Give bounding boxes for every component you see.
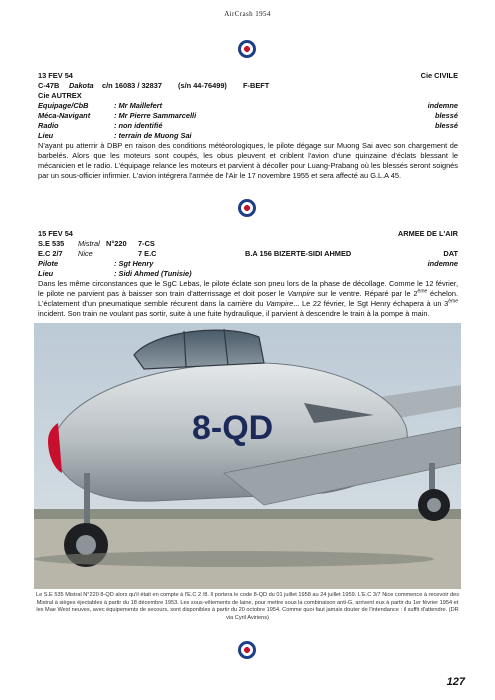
wing: 7 E.C	[138, 249, 157, 258]
crew-value: : Mr Maillefert	[114, 101, 163, 110]
crew-label: Méca-Navigant	[38, 111, 91, 120]
command-tag: DAT	[443, 249, 458, 258]
aircraft-model: Mistral	[78, 239, 100, 248]
registration: F-BEFT	[243, 81, 270, 90]
location-value: : Sidi Ahmed (Tunisie)	[114, 269, 192, 278]
crew-value: : Mr Pierre Sammarcelli	[114, 111, 197, 120]
aircraft-type: C-47B	[38, 81, 60, 90]
crew-status: blessé	[434, 111, 458, 120]
accident-entry-2	[38, 229, 458, 319]
aircraft-code: 7-CS	[138, 239, 155, 248]
company: Cie AUTREX	[38, 91, 82, 100]
unit: E.C 2/7	[38, 249, 63, 258]
air-base: B.A 156 BIZERTE-SIDI AHMED	[245, 249, 352, 258]
roundel-icon	[238, 40, 256, 58]
location-value: : terrain de Muong Sai	[114, 131, 192, 140]
entry-organisation: ARMEE DE L'AIR	[397, 229, 458, 238]
roundel-icon	[238, 641, 256, 659]
crew-label: Radio	[38, 121, 59, 130]
roundel-icon	[238, 199, 256, 217]
pilot-value: : Sgt Henry	[114, 259, 154, 268]
aircraft-number: N°220	[106, 239, 127, 248]
construction-number: c/n 16083 / 32837	[102, 81, 162, 90]
entry-organisation: Cie CIVILE	[420, 71, 458, 80]
entry-narrative: Dans les même circonstances que le SgC Lebas, le pilote éclate son pneu lors de la phase de décollage. Comme le 12 février, le pilote ne parvient pas à baisser son train d'atterrissage et doit poser le Vampire sur le ventre. Réparé par le 2ème échelon. L'éclatement d'un pneumatique semble récurent dans la carrière du Vampire... Le 22 février, le Sgt Henry échapera à un 3ème incident. Son train ne voulant pas sortir, suite à une fuite hydraulique, il parvient à descendre le train à la pompe à main.	[38, 279, 459, 318]
aircraft-type: S.E 535	[38, 239, 65, 248]
crew-status: indemne	[427, 101, 458, 110]
aircraft-photo	[34, 323, 461, 589]
location-label: Lieu	[38, 131, 54, 140]
fuselage-code: 8-QD	[192, 409, 274, 447]
location-label: Lieu	[38, 269, 54, 278]
pilot-status: indemne	[427, 259, 458, 268]
page-number: 127	[446, 676, 465, 688]
entry-date: 15 FEV 54	[38, 229, 73, 238]
entry-narrative: N'ayant pu atterrir à DBP en raison des conditions météorologiques, le pilote dégage sur Muong Sai avec son chargement de barbelés. Alors que les moteurs sont coupés, les obus pleuvent et criblent l'avion d'une quinzaine d'éclats blessant le mécanicien et le radio. L'équipage relance les moteurs et parvient à décoller pour Luang-Prabang où les blessés seront soignés par un sous-officier infirmier. L'avion intégrera l'armée de l'Air le 17 novembre 1955 et sera affecté au G.L.A 45.	[38, 141, 458, 180]
pilot-label: Pilote	[38, 259, 59, 268]
crew-status: blessé	[434, 121, 458, 130]
crew-label: Equipage/CbB	[38, 101, 89, 110]
running-header: AirCrash 1954	[224, 10, 271, 18]
crew-value: : non identifié	[114, 121, 163, 130]
accident-entry-1	[38, 71, 458, 181]
serial-number: (s/n 44-76499)	[178, 81, 227, 90]
unit-place: Nice	[78, 249, 93, 258]
aircraft-model: Dakota	[69, 81, 94, 90]
entry-date: 13 FEV 54	[38, 71, 73, 80]
photo-caption: Le S.E 535 Mistral N°220 8-QD alors qu'il était en compte à l'E.C 2 /8. Il portera le code 8-QD du 01 juillet 1958 au 24 juillet 1959. L'E.C 3/7 Nice commence à recevoir des Mistral à sièges éjectables à partir du 18 décembre 1953. Les sous-vêtements de laine, pour mettre sous la combinaison anti-G, arrivent eux à partir du 1er février 1954 et les Mae West neuves, avec équipements de secours, sont disponibles à partir du 20 octobre 1954. Comme quoi faut jamais douter de l'intendance : il suffit d'attendre. (DR via Cyril Aviriens)	[35, 592, 459, 621]
